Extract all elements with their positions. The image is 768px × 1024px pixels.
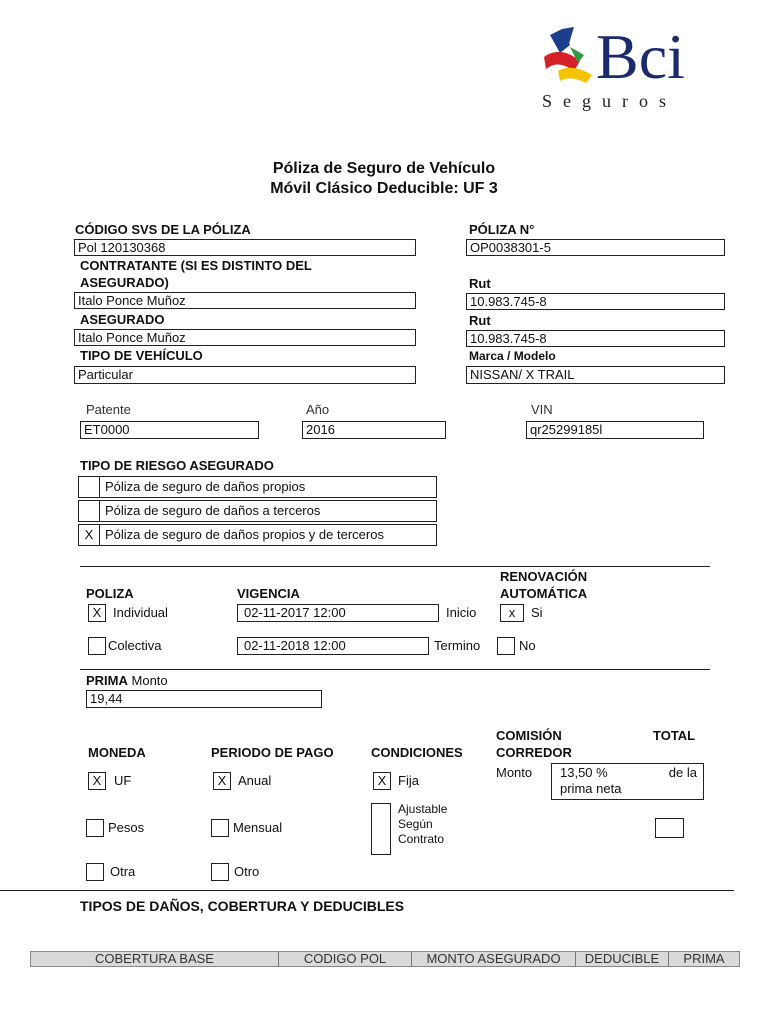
colectiva-checkbox: [88, 637, 106, 655]
codigo-field: Pol 120130368: [74, 239, 416, 256]
marca-label: Marca / Modelo: [469, 349, 556, 363]
condiciones-label: CONDICIONES: [371, 745, 463, 760]
moneda-label: MONEDA: [88, 745, 146, 760]
anio-label: Año: [306, 402, 330, 417]
comision-label-1: COMISIÓN: [496, 728, 562, 743]
document-subtitle: Móvil Clásico Deducible: UF 3: [270, 180, 498, 197]
monto-label: Monto: [496, 765, 533, 780]
comision-value: 13,50 %: [560, 765, 608, 780]
riesgo-option: [78, 524, 437, 546]
anual-label: Anual: [238, 773, 272, 788]
comision-value-b: de la: [668, 765, 697, 780]
periodo-label: PERIODO DE PAGO: [211, 745, 334, 760]
rut-field-1: 10.983.745-8: [466, 293, 725, 310]
coberturas-table-header: [30, 951, 740, 967]
prima-field: 19,44: [86, 690, 322, 708]
poliza-field: OP0038301-5: [466, 239, 725, 256]
codigo-label: CÓDIGO SVS DE LA PÓLIZA: [75, 222, 251, 237]
patente-field: ET0000: [80, 421, 259, 439]
mensual-label: Mensual: [233, 820, 283, 835]
total-label: TOTAL: [653, 728, 696, 743]
column-header: PRIMA: [683, 951, 725, 966]
logo-sub: Seguros: [542, 91, 677, 111]
otra-label: Otra: [110, 864, 136, 879]
marca-field: NISSAN/ X TRAIL: [466, 366, 725, 384]
comision-label-2: CORREDOR: [496, 745, 572, 760]
ajustable-line: Según: [398, 817, 433, 831]
prima-label-group: [86, 673, 168, 688]
mensual-checkbox: [211, 819, 229, 837]
renovacion-si-checkbox: x: [500, 604, 524, 622]
prima-label: PRIMA: [86, 673, 128, 688]
pesos-label: Pesos: [108, 820, 145, 835]
vin-label: VIN: [531, 402, 553, 417]
asegurado-label: ASEGURADO: [80, 312, 165, 327]
uf-label: UF: [114, 773, 132, 788]
column-header: MONTO ASEGURADO: [412, 952, 576, 966]
renovacion-label-1: RENOVACIÓN: [500, 569, 588, 584]
contratante-label-text: CONTRATANTE (SI ES DISTINTO DEL: [80, 258, 312, 273]
riesgo-option: [78, 500, 437, 522]
termino-field: 02-11-2018 12:00: [237, 637, 429, 655]
renovacion-no-checkbox: [497, 637, 515, 655]
riesgo-option-text: Póliza de seguro de daños a terceros: [105, 503, 321, 518]
anual-checkbox: X: [213, 772, 231, 790]
renovacion-si-label: Si: [531, 605, 543, 620]
riesgo-checkbox: [79, 477, 100, 497]
riesgo-option-text: Póliza de seguro de daños propios: [105, 479, 306, 494]
tipo-vehiculo-label: TIPO DE VEHÍCULO: [80, 348, 203, 363]
contratante-label-2: ASEGURADO): [80, 275, 169, 290]
contratante-field: Italo Ponce Muñoz: [74, 292, 416, 309]
individual-checkbox: X: [88, 604, 106, 622]
tipo-vehiculo-field: Particular: [74, 366, 416, 384]
vigencia-label: VIGENCIA: [237, 586, 300, 601]
document-title: Póliza de Seguro de Vehículo: [272, 160, 496, 177]
inicio-label: Inicio: [446, 605, 477, 620]
column-header: COBERTURA BASE: [31, 952, 279, 966]
poliza-tipo-label: POLIZA: [86, 586, 134, 601]
comision-field: [551, 763, 704, 800]
divider: [80, 566, 710, 567]
fija-checkbox: X: [373, 772, 391, 790]
column-header: DEDUCIBLE: [576, 952, 669, 966]
ajustable-checkbox: [371, 803, 391, 855]
otro-label: Otro: [234, 864, 260, 879]
bci-logo-mark: [540, 25, 600, 87]
riesgo-checkbox: [79, 501, 100, 521]
riesgo-option: [78, 476, 437, 498]
otro-checkbox: [211, 863, 229, 881]
ajustable-line: Ajustable: [398, 802, 448, 816]
logo-brand: Bci: [596, 21, 685, 92]
colectiva-label: Colectiva: [108, 638, 162, 653]
total-field: [655, 818, 684, 838]
prima-sublabel: Monto: [131, 673, 168, 688]
rut-field-2: 10.983.745-8: [466, 330, 725, 347]
fija-label: Fija: [398, 773, 419, 788]
poliza-label: PÓLIZA N°: [469, 222, 535, 237]
vin-field: qr25299185l: [526, 421, 704, 439]
rut-label-1: Rut: [469, 276, 491, 291]
riesgo-label: TIPO DE RIESGO ASEGURADO: [80, 458, 274, 473]
otra-checkbox: [86, 863, 104, 881]
termino-label: Termino: [434, 638, 481, 653]
bci-logo: [540, 21, 720, 115]
riesgo-option-text: Póliza de seguro de daños propios y de terceros: [105, 527, 384, 542]
renovacion-no-label: No: [519, 638, 536, 653]
contratante-label: [80, 258, 410, 273]
renovacion-label-2: AUTOMÁTICA: [500, 586, 588, 601]
divider: [0, 890, 734, 891]
inicio-field: 02-11-2017 12:00: [237, 604, 439, 622]
patente-label: Patente: [86, 402, 131, 417]
pesos-checkbox: [86, 819, 104, 837]
comision-value-2: prima neta: [560, 781, 622, 796]
riesgo-checkbox: X: [79, 525, 100, 545]
column-header: CODIGO POL: [279, 952, 412, 966]
rut-label-2: Rut: [469, 313, 491, 328]
individual-label: Individual: [113, 605, 168, 620]
uf-checkbox: X: [88, 772, 106, 790]
asegurado-field: Italo Ponce Muñoz: [74, 329, 416, 346]
divider: [80, 669, 710, 670]
coberturas-label: TIPOS DE DAÑOS, COBERTURA Y DEDUCIBLES: [80, 898, 405, 914]
ajustable-label: [398, 802, 447, 847]
ajustable-line: Contrato: [398, 832, 445, 846]
anio-field: 2016: [302, 421, 446, 439]
